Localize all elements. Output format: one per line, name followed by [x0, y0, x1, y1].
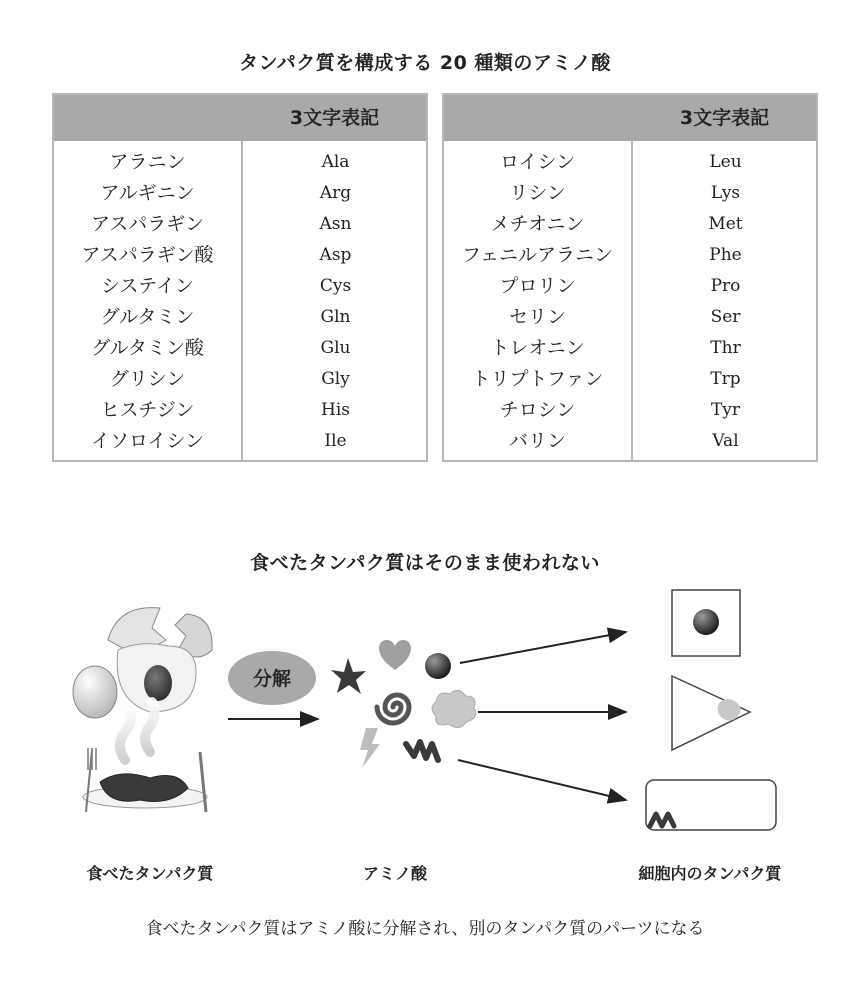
code-header: 3文字表記: [289, 107, 380, 129]
amino-code: Gly: [321, 369, 350, 389]
amino-name: バリン: [508, 430, 566, 452]
amino-code: Asn: [319, 214, 352, 234]
amino-acid-label: アミノ酸: [362, 864, 427, 883]
cell-protein-triangle: [672, 676, 750, 750]
table-row: [444, 395, 816, 426]
amino-code: Ala: [321, 152, 350, 172]
amino-code: Tyr: [710, 400, 741, 420]
amino-code: Ser: [710, 307, 741, 327]
lightning-icon: [360, 728, 380, 768]
spiral-icon: [377, 695, 409, 723]
amino-name: セリン: [508, 306, 566, 328]
amino-name: ヒスチジン: [100, 399, 195, 421]
cell-protein-label: 細胞内のタンパク質: [638, 864, 782, 883]
table-header: [54, 95, 426, 141]
table-row: [444, 426, 816, 457]
table-row: [444, 333, 816, 364]
amino-table-title: タンパク質を構成する 20 種類のアミノ酸: [239, 52, 611, 74]
table-row: [444, 240, 816, 271]
amino-name: メチオニン: [490, 213, 585, 235]
cracked-egg-icon: [108, 608, 212, 712]
amino-code: Trp: [710, 369, 741, 389]
amino-code: Arg: [319, 183, 352, 203]
table-row: [54, 271, 426, 302]
heart-icon: [379, 640, 411, 670]
amino-code: Phe: [709, 245, 742, 265]
amino-name: アスパラギン酸: [81, 244, 214, 266]
amino-name: アスパラギン: [90, 213, 205, 235]
amino-name: リシン: [509, 182, 566, 204]
amino-name: イソロイシン: [91, 430, 204, 452]
diagram-title: 食べたタンパク質はそのまま使われない: [250, 552, 600, 574]
amino-name: プロリン: [499, 275, 576, 297]
amino-code: Lys: [710, 183, 741, 203]
table-row: [444, 178, 816, 209]
amino-code: Met: [708, 214, 743, 234]
amino-name: グルタミン: [100, 306, 195, 328]
amino-code: Cys: [319, 276, 352, 296]
table-row: [444, 364, 816, 395]
table-row: [444, 302, 816, 333]
digestion-diagram: [0, 580, 850, 850]
amino-code: Pro: [710, 276, 741, 296]
cell-protein-square: [672, 590, 740, 656]
table-row: [54, 333, 426, 364]
arrow-to-square: [460, 632, 626, 663]
amino-name: トレオニン: [490, 337, 585, 359]
cell-protein-rectangle: [646, 780, 776, 830]
amino-name: グルタミン酸: [91, 337, 204, 359]
amino-name: グリシン: [109, 368, 186, 390]
code-header: 3文字表記: [679, 107, 770, 129]
amino-name: チロシン: [499, 399, 576, 421]
zigzag-icon: [406, 742, 438, 760]
amino-code: Gln: [320, 307, 351, 327]
egg-icon: [73, 666, 117, 718]
steak-plate-icon: [83, 748, 207, 812]
amino-name: システイン: [101, 275, 194, 297]
ball-icon: [425, 653, 451, 679]
diagram-caption: 食べたタンパク質はアミノ酸に分解され、別のタンパク質のパーツになる: [145, 919, 705, 939]
table-row: [54, 147, 426, 178]
amino-name: ロイシン: [500, 151, 575, 173]
amino-code: Asp: [319, 245, 352, 265]
amino-code: His: [321, 400, 350, 420]
table-row: [54, 302, 426, 333]
star-icon: [331, 658, 366, 694]
table-row: [54, 240, 426, 271]
arrow-to-rectangle: [458, 760, 626, 800]
table-row: [54, 426, 426, 457]
table-row: [444, 209, 816, 240]
amino-code: Glu: [320, 338, 351, 358]
amino-name: フェニルアラニン: [461, 244, 614, 266]
table-header: [444, 95, 816, 141]
cloud-blob-icon: [432, 690, 476, 727]
table-row: [444, 271, 816, 302]
amino-name: アラニン: [109, 151, 186, 173]
table-row: [444, 147, 816, 178]
decompose-label: 分解: [252, 668, 292, 690]
amino-code: Leu: [709, 152, 742, 172]
table-row: [54, 178, 426, 209]
amino-table-right: [442, 93, 818, 462]
eaten-protein-label: 食べたタンパク質: [86, 864, 214, 883]
amino-code: Ile: [324, 431, 347, 451]
amino-name: トリプトファン: [471, 368, 604, 390]
table-row: [54, 209, 426, 240]
amino-table-left: [52, 93, 428, 462]
amino-code: Val: [712, 431, 739, 451]
amino-code: Thr: [710, 338, 741, 358]
table-row: [54, 395, 426, 426]
amino-name: アルギニン: [100, 182, 195, 204]
table-row: [54, 364, 426, 395]
